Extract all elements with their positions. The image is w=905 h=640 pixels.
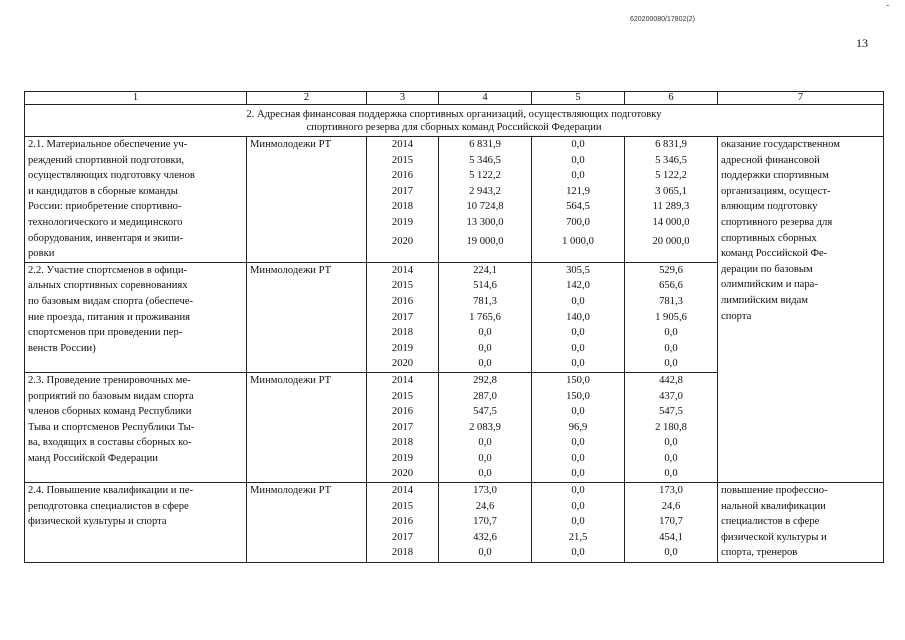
value: 11 289,3: [652, 201, 690, 213]
value: 0,0: [664, 452, 678, 464]
year: 2015: [391, 154, 414, 166]
year: 2014: [391, 139, 414, 150]
value: 432,6: [473, 531, 497, 543]
corner-mark: ˜: [886, 4, 890, 15]
value: 5 346,5: [469, 154, 501, 166]
value: 2 083,9: [469, 421, 501, 433]
years-cell: [367, 483, 439, 563]
value: 0,0: [664, 358, 678, 370]
value: 0,0: [571, 500, 585, 512]
year: 2017: [391, 311, 414, 323]
value: 6 831,9: [655, 139, 687, 150]
year: 2017: [391, 421, 414, 433]
value-cell: [439, 483, 532, 563]
year: 2018: [391, 201, 414, 213]
value-cell: [532, 262, 625, 372]
value: 547,5: [659, 406, 683, 418]
column-number: 1: [25, 92, 247, 105]
column-number: 4: [439, 92, 532, 105]
value: 0,0: [664, 437, 678, 449]
value: 21,5: [568, 531, 588, 543]
executor: Минмолодежи РТ: [247, 483, 367, 563]
years-cell: [367, 262, 439, 372]
value: 0,0: [571, 437, 585, 449]
value: 437,0: [659, 390, 683, 402]
value: 454,1: [659, 531, 683, 543]
value: 5 122,2: [469, 170, 501, 182]
value: 0,0: [571, 170, 585, 182]
value: 170,7: [659, 516, 683, 528]
column-number: 5: [532, 92, 625, 105]
measure-name: 2.1. Материальное обеспечение уч- реждений спортивной подготовки, осуществляющих подготовку членов и кандидатов в сборные команды России: приобретение спортивно- технологического и медицинского оборудования, инвентаря и экипи- ровки: [25, 137, 247, 263]
value: 150,0: [566, 390, 590, 402]
column-number: 6: [625, 92, 718, 105]
value: 0,0: [571, 468, 585, 480]
value: 140,0: [566, 311, 590, 323]
year: 2020: [391, 235, 414, 247]
table-row: [25, 483, 884, 563]
value: 0,0: [571, 516, 585, 528]
year: 2016: [391, 295, 414, 307]
value: 3 065,1: [655, 185, 687, 197]
value: 0,0: [478, 437, 492, 449]
table-row: [25, 137, 884, 263]
value: 529,6: [659, 264, 683, 276]
year: 2018: [391, 437, 414, 449]
value: 142,0: [566, 280, 590, 292]
value-cell: [439, 372, 532, 482]
value: 0,0: [571, 139, 585, 150]
value: 10 724,8: [466, 201, 504, 213]
value: 0,0: [571, 547, 585, 559]
value-cell: [439, 262, 532, 372]
year: 2014: [391, 264, 414, 276]
value: 6 831,9: [469, 139, 501, 150]
value: 0,0: [664, 547, 678, 559]
year: 2015: [391, 390, 414, 402]
year: 2014: [391, 374, 414, 386]
value: 96,9: [568, 421, 588, 433]
section-title-line: спортивного резерва для сборных команд Российской Федерации: [306, 122, 602, 133]
expected-result: оказание государственном адресной финансовой поддержки спортивным организациям, осущест- вляющим подготовку спортивного резерва для спортивных сборных команд Российской Фе- дерации по базовым олимпийским и пара- лимпийским видам спорта: [718, 137, 884, 483]
value: 2 180,8: [655, 421, 687, 433]
value: 173,0: [473, 485, 497, 497]
value: 0,0: [478, 342, 492, 354]
section-title: [25, 105, 884, 137]
column-number: 3: [367, 92, 439, 105]
value: 0,0: [571, 295, 585, 307]
value-cell: [625, 483, 718, 563]
value: 0,0: [571, 485, 585, 497]
value: 2 943,2: [469, 185, 501, 197]
expected-result: повышение профессио- нальной квалификации специалистов в сфере физической культуры и спорта, тренеров: [718, 483, 884, 563]
year: 2016: [391, 170, 414, 182]
executor: Минмолодежи РТ: [247, 262, 367, 372]
year: 2018: [391, 327, 414, 339]
value: 442,8: [659, 374, 683, 386]
value: 19 000,0: [466, 235, 504, 247]
value: 0,0: [571, 342, 585, 354]
value: 224,1: [473, 264, 497, 276]
measure-name: 2.4. Повышение квалификации и пе- реподготовка специалистов в сфере физической культуры и спорта: [25, 483, 247, 563]
value: 0,0: [664, 468, 678, 480]
value: 5 122,2: [655, 170, 687, 182]
year: 2016: [391, 516, 414, 528]
page-number: 13: [856, 36, 868, 50]
value: 0,0: [478, 468, 492, 480]
year: 2014: [391, 485, 414, 497]
column-number-row: [25, 92, 884, 105]
year: 2019: [391, 342, 414, 354]
year: 2017: [391, 531, 414, 543]
value: 0,0: [478, 358, 492, 370]
value: 13 300,0: [466, 216, 504, 228]
executor: Минмолодежи РТ: [247, 137, 367, 263]
value: 0,0: [478, 547, 492, 559]
program-table: [24, 91, 884, 563]
value: 0,0: [571, 406, 585, 418]
value: 287,0: [473, 390, 497, 402]
value: 5 346,5: [655, 154, 687, 166]
value: 14 000,0: [652, 216, 690, 228]
value: 0,0: [571, 327, 585, 339]
value: 781,3: [659, 295, 683, 307]
years-cell: [367, 137, 439, 263]
value: 121,9: [566, 185, 590, 197]
year: 2018: [391, 547, 414, 559]
value-cell: [439, 137, 532, 263]
value: 1 765,6: [469, 311, 501, 323]
year: 2019: [391, 452, 414, 464]
value: 173,0: [659, 485, 683, 497]
section-header-row: [25, 105, 884, 137]
value-cell: [532, 137, 625, 263]
value: 514,6: [473, 280, 497, 292]
value: 292,8: [473, 374, 497, 386]
value-cell: [532, 483, 625, 563]
value: 170,7: [473, 516, 497, 528]
value: 700,0: [566, 216, 590, 228]
value: 0,0: [664, 342, 678, 354]
measure-name: 2.3. Проведение тренировочных ме- роприятий по базовым видам спорта членов сборных команд Республики Тыва и спортсменов Республики Ты- ва, входящих в составы сборных ко- манд Российской Федерации: [25, 372, 247, 482]
value-cell: [625, 137, 718, 263]
value: 20 000,0: [652, 235, 690, 247]
measure-name: 2.2. Участие спортсменов в офици- альных спортивных соревнованиях по базовым видам спорта (обеспече- ние проезда, питания и проживания спортсменов при проведении пер- венств России): [25, 262, 247, 372]
value: 0,0: [571, 154, 585, 166]
value-cell: [625, 262, 718, 372]
year: 2016: [391, 406, 414, 418]
value: 564,5: [566, 201, 590, 213]
value: 24,6: [475, 500, 495, 512]
executor: Минмолодежи РТ: [247, 372, 367, 482]
value: 547,5: [473, 406, 497, 418]
value: 0,0: [478, 452, 492, 464]
value: 0,0: [478, 327, 492, 339]
value: 0,0: [571, 452, 585, 464]
value: 0,0: [571, 358, 585, 370]
value: 1 905,6: [655, 311, 687, 323]
year: 2015: [391, 280, 414, 292]
value: 656,6: [659, 280, 683, 292]
value-cell: [625, 372, 718, 482]
year: 2020: [391, 358, 414, 370]
value: 0,0: [664, 327, 678, 339]
value: 1 000,0: [562, 235, 594, 247]
column-number: 2: [247, 92, 367, 105]
column-number: 7: [718, 92, 884, 105]
value: 781,3: [473, 295, 497, 307]
year: 2019: [391, 216, 414, 228]
year: 2020: [391, 468, 414, 480]
value: 305,5: [566, 264, 590, 276]
value: 150,0: [566, 374, 590, 386]
year: 2015: [391, 500, 414, 512]
year: 2017: [391, 185, 414, 197]
document-id: 620200080/17802(2): [630, 16, 696, 23]
value: 24,6: [661, 500, 681, 512]
value-cell: [532, 372, 625, 482]
years-cell: [367, 372, 439, 482]
section-title-line: 2. Адресная финансовая поддержка спортивных организаций, осуществляющих подготовку: [246, 109, 662, 120]
